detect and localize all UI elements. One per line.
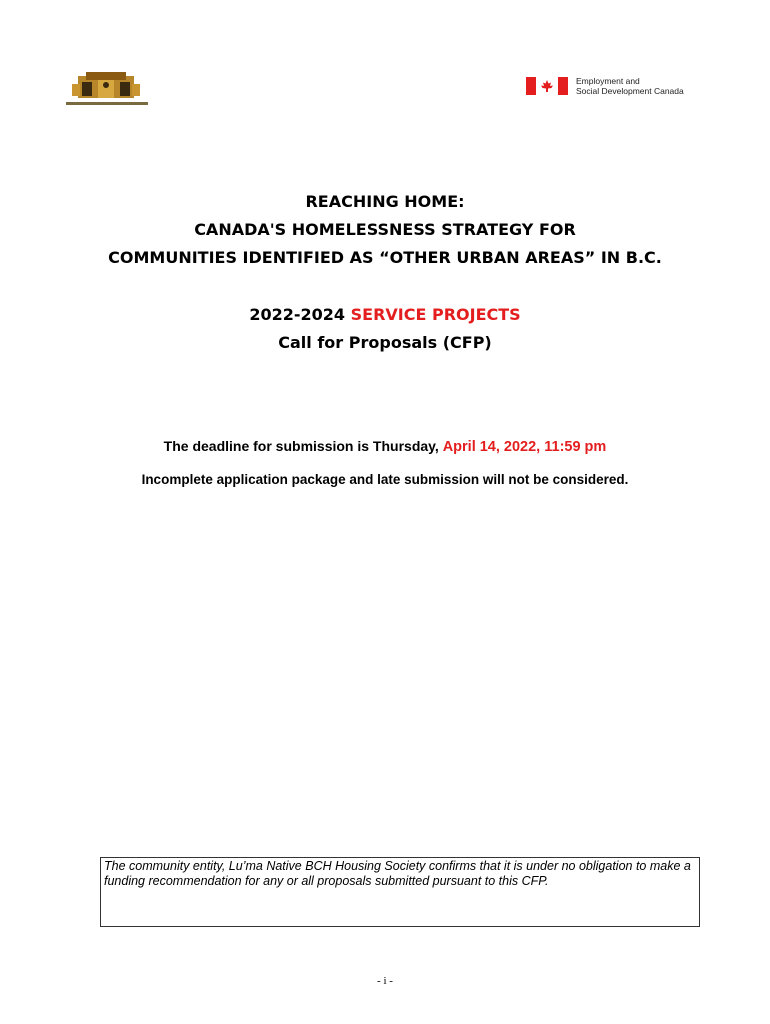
title-line-1: REACHING HOME: (305, 192, 465, 211)
esdc-line1: Employment and (576, 76, 640, 86)
luma-emblem-icon (64, 70, 150, 108)
esdc-wordmark (576, 76, 684, 96)
late-submission-notice: Incomplete application package and late submission will not be considered. (141, 472, 629, 487)
projects-heading (0, 301, 770, 357)
page-number: - i - (377, 975, 393, 987)
deadline-date: April 14, 2022, 11:59 pm (442, 439, 607, 455)
cfp-subtitle: Call for Proposals (CFP) (278, 333, 492, 352)
title-line-2: CANADA'S HOMELESSNESS STRATEGY FOR (194, 220, 576, 239)
document-title (0, 188, 770, 272)
luma-housing-logo (64, 70, 150, 108)
deadline-prefix: The deadline for submission is Thursday, (163, 438, 443, 454)
disclaimer-box: The community entity, Lu’ma Native BCH Housing Society confirms that it is under no obligation to make a funding recommendation for any or all proposals submitted pursuant to this CFP. (100, 857, 700, 927)
deadline-statement (0, 438, 770, 455)
projects-years: 2022-2024 (249, 305, 351, 324)
esdc-line2: Social Development Canada (576, 86, 684, 96)
projects-highlight: SERVICE PROJECTS (350, 305, 521, 324)
title-line-3: COMMUNITIES IDENTIFIED AS “OTHER URBAN AREAS” IN B.C. (108, 248, 662, 267)
esdc-logo (526, 76, 684, 96)
canada-flag-icon (526, 77, 568, 95)
projects-line (0, 301, 770, 329)
